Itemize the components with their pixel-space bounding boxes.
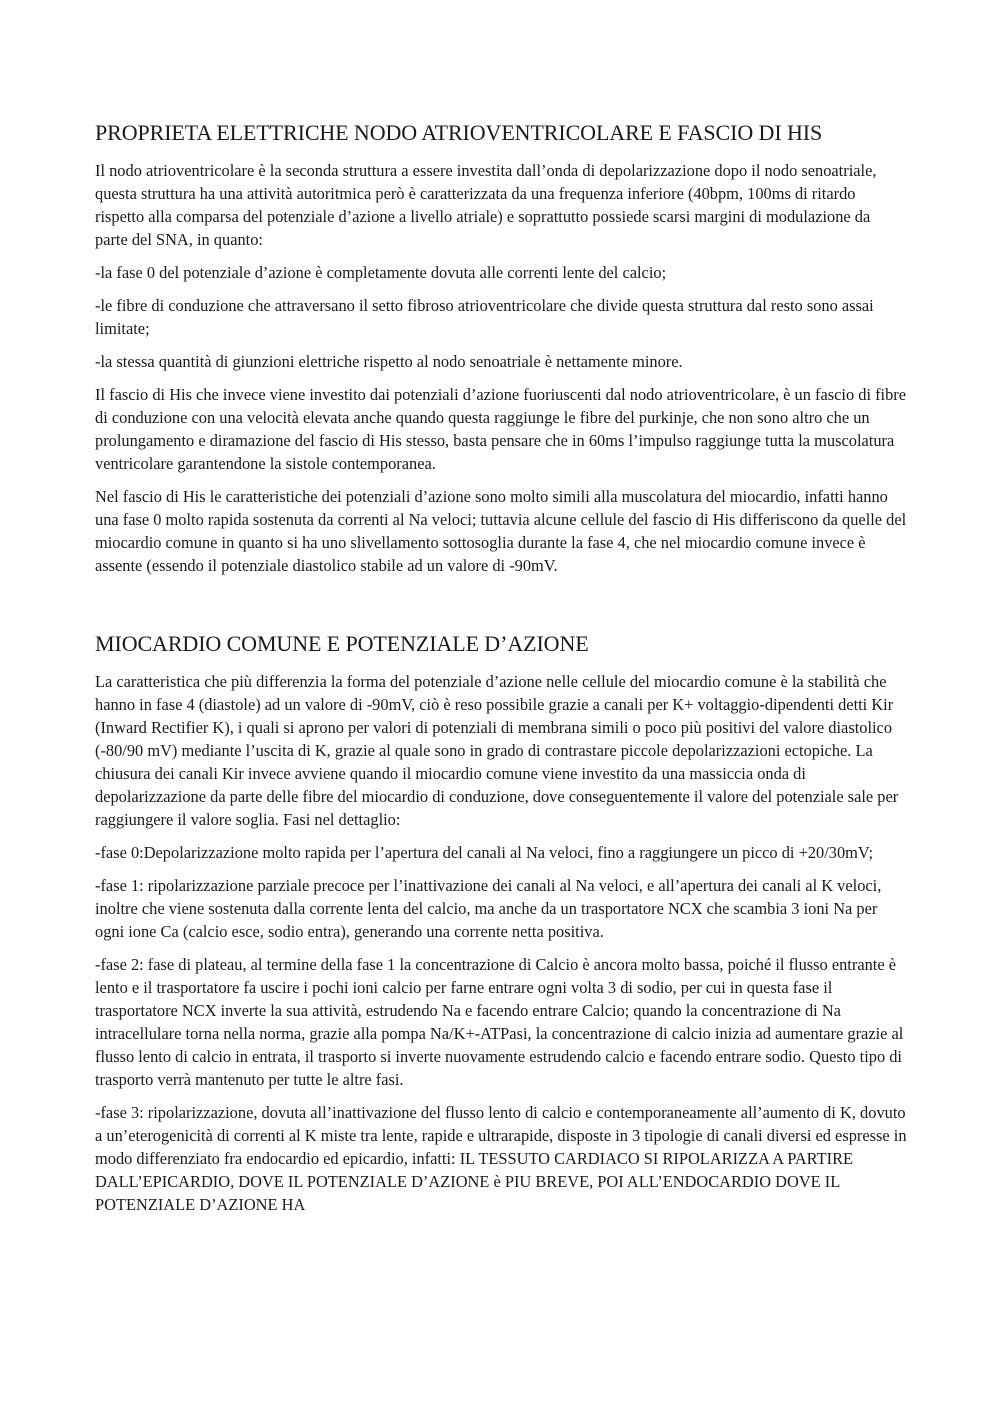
section-heading: PROPRIETA ELETTRICHE NODO ATRIOVENTRICOLARE E FASCIO DI HIS bbox=[95, 120, 823, 145]
section-miocardio-comune bbox=[95, 629, 907, 1216]
section-nodo-atrioventricolare bbox=[95, 118, 907, 577]
list-item: -la fase 0 del potenziale d’azione è completamente dovuta alle correnti lente del calcio; bbox=[95, 263, 667, 282]
list-item: -fase 3: ripolarizzazione, dovuta all’inattivazione del flusso lento di calcio e contemporaneamente all’aumento di K, dovuto a un’eterogenicità di correnti al K miste tra lente, rapide e ultrarapide, disposte in 3 tipologie di canali diversi ed espresse in modo differenziato fra endocardio ed epicardio, infatti: IL TESSUTO CARDIACO SI RIPOLARIZZA A PARTIRE DALL’EPICARDIO, DOVE IL POTENZIALE D’AZIONE è PIU BREVE, POI ALL’ENDOCARDIO DOVE IL POTENZIALE D’AZIONE HA bbox=[95, 1103, 907, 1214]
list-item: -fase 2: fase di plateau, al termine della fase 1 la concentrazione di Calcio è ancora molto bassa, poiché il flusso entrante è lento e il trasportatore fa uscire i pochi ioni calcio per farne entrare ogni volta 3 di sodio, per cui in questa fase il trasportatore NCX inverte la sua attività, estrudendo Na e facendo entrare Calcio; quando la concentrazione di Na intracellulare torna nella norma, grazie alla pompa Na/K+-ATPasi, la concentrazione di calcio inizia ad aumentare grazie al flusso lento di calcio in entrata, il trasporto si inverte nuovamente estrudendo calcio e facendo entrare sodio. Questo tipo di trasporto verrà mantenuto per tutte le altre fasi. bbox=[95, 955, 904, 1089]
paragraph: Il nodo atrioventricolare è la seconda struttura a essere investita dall’onda di depolarizzazione dopo il nodo senoatriale, questa struttura ha una attività autoritmica però è caratterizzata da una frequenza inferiore (40bpm, 100ms di ritardo rispetto alla comparsa del potenziale d’azione a livello atriale) e soprattutto possiede scarsi margini di modulazione da parte del SNA, in quanto: bbox=[95, 161, 877, 249]
list-item: -fase 1: ripolarizzazione parziale precoce per l’inattivazione dei canali al Na veloci, e all’apertura dei canali al K veloci, inoltre che viene sostenuta dalla corrente lenta del calcio, ma anche da un trasportatore NCX che scambia 3 ioni Na per ogni ione Ca (calcio esce, sodio entra), generando una corrente netta positiva. bbox=[95, 876, 882, 941]
paragraph: Nel fascio di His le caratteristiche dei potenziali d’azione sono molto simili alla muscolatura del miocardio, infatti hanno una fase 0 molto rapida sostenuta da correnti al Na veloci; tuttavia alcune cellule del fascio di His differiscono da quelle del miocardio comune in quanto si ha uno slivellamento sottosoglia durante la fase 4, che nel miocardio comune invece è assente (essendo il potenziale diastolico stabile ad un valore di -90mV. bbox=[95, 487, 907, 575]
list-item: -la stessa quantità di giunzioni elettriche rispetto al nodo senoatriale è nettamente minore. bbox=[95, 352, 683, 371]
paragraph: La caratteristica che più differenzia la forma del potenziale d’azione nelle cellule del miocardio comune è la stabilità che hanno in fase 4 (diastole) ad un valore di -90mV, ciò è reso possibile grazie a canali per K+ voltaggio-dipendenti detti Kir (Inward Rectifier K), i quali si aprono per valori di potenziali di membrana simili o poco più positivi del valore diastolico (-80/90 mV) mediante l’uscita di K, grazie al quale sono in grado di contrastare piccole depolarizzazioni ectopiche. La chiusura dei canali Kir invece avviene quando il miocardio comune viene investito da una massiccia onda di depolarizzazione da parte delle fibre del miocardio di conduzione, dove conseguentemente il valore del potenziale sale per raggiungere il valore soglia. Fasi nel dettaglio: bbox=[95, 672, 899, 829]
section-heading: MIOCARDIO COMUNE E POTENZIALE D’AZIONE bbox=[95, 631, 589, 656]
list-item: -fase 0:Depolarizzazione molto rapida per l’apertura del canali al Na veloci, fino a raggiungere un picco di +20/30mV; bbox=[95, 843, 874, 862]
paragraph: Il fascio di His che invece viene investito dai potenziali d’azione fuoriuscenti dal nodo atrioventricolare, è un fascio di fibre di conduzione con una velocità elevata anche quando questa raggiunge le fibre del purkinje, che non sono altro che un prolungamento e diramazione del fascio di His stesso, basta pensare che in 60ms l’impulso raggiunge tutta la muscolatura ventricolare garantendone la sistole contemporanea. bbox=[95, 385, 907, 473]
list-item: -le fibre di conduzione che attraversano il setto fibroso atrioventricolare che divide questa struttura dal resto sono assai limitate; bbox=[95, 296, 874, 338]
document-page bbox=[95, 118, 907, 1226]
